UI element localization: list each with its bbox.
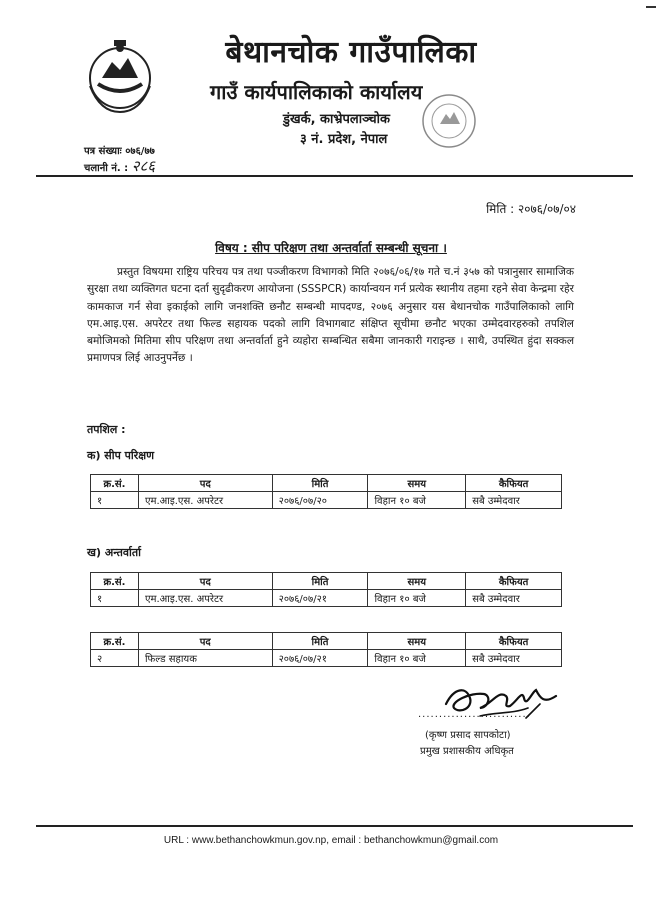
interview-table <box>90 572 562 607</box>
cell-sn: १ <box>91 590 139 607</box>
signatory-title: प्रमुख प्रशासकीय अधिकृत <box>420 746 514 757</box>
col-sn: क्र.सं. <box>91 475 139 492</box>
cell-post: एम.आइ.एस. अपरेटर <box>138 590 272 607</box>
handwritten-signature <box>440 678 560 728</box>
cell-time: विहान १० बजे <box>368 590 466 607</box>
cell-date: २०७६/०७/२० <box>272 492 368 509</box>
cell-remarks: सबै उम्मेदवार <box>466 650 562 667</box>
col-time: समय <box>368 633 466 650</box>
letter-date: मिति : २०७६/०७/०४ <box>486 202 576 216</box>
table-row <box>91 590 562 607</box>
col-sn: क्र.सं. <box>91 573 139 590</box>
cell-remarks: सबै उम्मेदवार <box>466 590 562 607</box>
col-date: मिति <box>272 573 368 590</box>
section-b-label: ख) अन्तर्वार्ता <box>87 546 142 559</box>
reference-block <box>84 145 155 176</box>
footer-divider <box>36 825 633 827</box>
skill-test-table <box>90 474 562 509</box>
field-assistant-table <box>90 632 562 667</box>
office-province: ३ नं. प्रदेश, नेपाल <box>300 132 388 147</box>
table-header-row <box>91 475 562 492</box>
office-name: गाउँ कार्यपालिकाको कार्यालय <box>210 80 423 104</box>
signatory-name: (कृष्ण प्रसाद सापकोटा) <box>425 730 511 741</box>
table-header-row <box>91 633 562 650</box>
scan-mark <box>646 6 656 8</box>
section-a-label: क) सीप परिक्षण <box>87 449 155 462</box>
cell-sn: २ <box>91 650 139 667</box>
cell-sn: १ <box>91 492 139 509</box>
col-sn: क्र.सं. <box>91 633 139 650</box>
col-time: समय <box>368 475 466 492</box>
subject-line: विषय : सीप परिक्षण तथा अन्तर्वार्ता सम्बन्धी सूचना । <box>215 241 447 255</box>
col-remarks: कैफियत <box>466 475 562 492</box>
municipality-name: बेथानचोक गाउँपालिका <box>225 35 477 70</box>
table-row <box>91 650 562 667</box>
cell-time: विहान १० बजे <box>368 492 466 509</box>
col-post: पद <box>138 573 272 590</box>
col-post: पद <box>138 475 272 492</box>
cell-post: फिल्ड सहायक <box>138 650 272 667</box>
col-post: पद <box>138 633 272 650</box>
letter-no: ०७६/७७ <box>125 146 155 157</box>
cell-date: २०७६/०७/२१ <box>272 590 368 607</box>
table-row <box>91 492 562 509</box>
office-place: डुंखर्क, काभ्रेपलाञ्चोक <box>283 112 391 127</box>
cell-post: एम.आइ.एस. अपरेटर <box>138 492 272 509</box>
cell-remarks: सबै उम्मेदवार <box>466 492 562 509</box>
table-header-row <box>91 573 562 590</box>
dispatch-no-label: चलानी नं. : <box>84 163 129 174</box>
signature-line: ........................... <box>418 709 531 720</box>
footer-contact: URL : www.bethanchowkmun.gov.np, email : bethanchowkmun@gmail.com <box>163 835 499 846</box>
body-paragraph: प्रस्तुत विषयमा राष्ट्रिय परिचय पत्र तथा पञ्जीकरण विभागको मिति २०७६/०६/१७ गते च.नं ३५७ को पत्रानुसार सामाजिक सुरक्षा तथा व्यक्तिगत घटना दर्ता सुदृढीकरण आयोजना (SSSPCR) कार्यान्वयन गर्न प्रत्येक स्थानीय तहमा रहने सेवा केन्द्रमा रहेर कामकाज गर्न सेवा इकाईको लागि जनशक्ति छनौट सम्बन्धी मापदण्ड, २०७६ अनुसार यस बेथानचोक गाउँपालिकाको लागि एम.आइ.एस. अपरेटर तथा फिल्ड सहायक पदको लागि विभागबाट संक्षिप्त सूचीमा छनौट भएका उम्मेदवारहरुको तपशिल बमोजिमको मितिमा सीप परिक्षण तथा अन्तर्वार्ता हुने व्यहोरा सम्बन्धित सबैमा जानकारी गराइन्छ । साथै, उपस्थित हुंदा सक्कल प्रमाणपत्र लिई आउनुपर्नेछ । <box>87 266 574 365</box>
col-remarks: कैफियत <box>466 573 562 590</box>
header-divider <box>36 175 633 177</box>
col-remarks: कैफियत <box>466 633 562 650</box>
col-time: समय <box>368 573 466 590</box>
col-date: मिति <box>272 633 368 650</box>
letter-no-label: पत्र संख्याः <box>84 146 122 157</box>
office-seal-stamp <box>420 92 478 150</box>
cell-date: २०७६/०७/२१ <box>272 650 368 667</box>
cell-time: विहान १० बजे <box>368 650 466 667</box>
col-date: मिति <box>272 475 368 492</box>
dispatch-no: २८६ <box>131 157 156 175</box>
details-label: तपशिल : <box>87 423 126 436</box>
